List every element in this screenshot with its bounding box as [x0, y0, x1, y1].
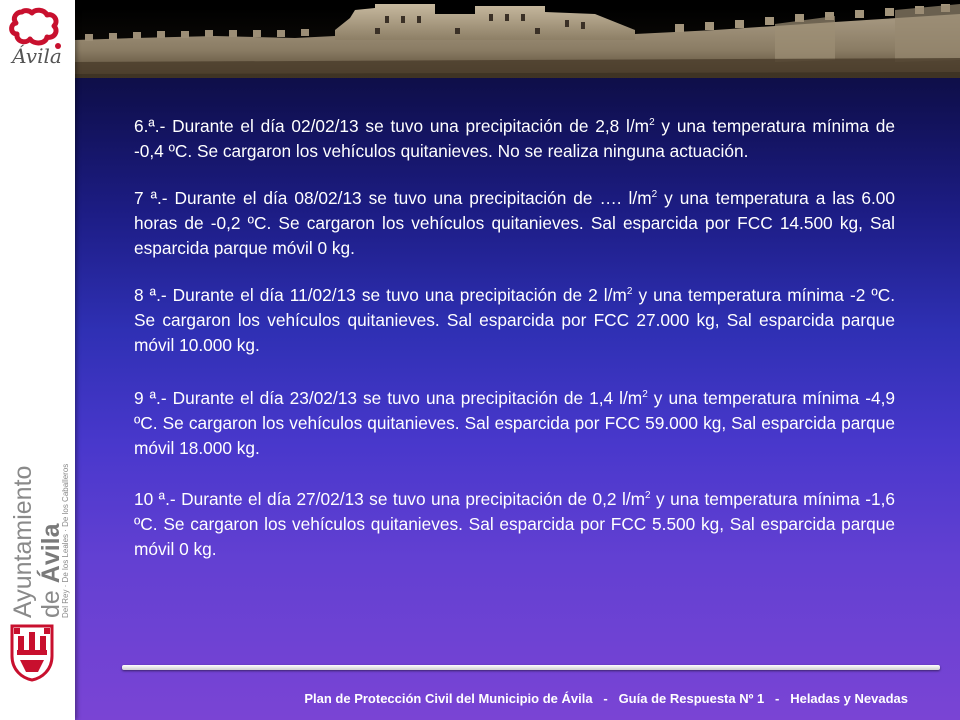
city-walls-icon — [75, 0, 960, 78]
precipitation-report — [134, 114, 895, 584]
footer-caption: Plan de Protección Civil del Municipio de Ávila - Guía de Respuesta Nº 1 - Heladas y Nevadas — [304, 691, 908, 706]
report-paragraph-9: 9 ª.- Durante el día 23/02/13 se tuvo una precipitación de 1,4 $l/m^2$ y una temperatura mínima -4,9 ºC. Se cargaron los vehículos quitanieves. Sal esparcida por FCC 59.000 kg, Sal esparcida parque móvil 18.000 kg. — [134, 388, 895, 458]
footer-divider — [122, 665, 940, 670]
report-paragraph-7: 7 ª.- Durante el día 08/02/13 se tuvo una precipitación de …. $l/m^2$ y una temperatura a las 6.00 horas de -0,2 ºC. Se cargaron los vehículos quitanieves. Sal esparcida por FCC 14.500 kg, Sal esparcida parque móvil 0 kg. — [134, 188, 896, 258]
report-paragraph-10: 10 ª.- Durante el día 27/02/13 se tuvo una precipitación de 0,2 $l/m^2$ y una temperatura mínima -1,6 ºC. Se cargaron los vehículos quitanieves. Sal esparcida por FCC 5.500 kg, Sal esparcida parque móvil 0 kg. — [134, 489, 895, 559]
vertical-motto: Del Rey · De los Leales · De los Caballeros — [61, 463, 70, 618]
city-walls-banner — [75, 0, 960, 78]
branding-sidebar — [0, 0, 75, 720]
logo-wordmark: Ávila — [12, 44, 62, 68]
report-paragraph-8: 8 ª.- Durante el día 11/02/13 se tuvo una precipitación de 2 $l/m^2$ y una temperatura mínima -2 ºC. Se cargaron los vehículos quitanieves. Sal esparcida por FCC 27.000 kg, Sal esparcida parque móvil 10.000 kg. — [134, 285, 895, 355]
report-paragraph-6: 6.ª.- Durante el día 02/02/13 se tuvo una precipitación de 2,8 $l/m^2$ y una temperatura mínima de -0,4 ºC. Se cargaron los vehículos quitanieves. No se realiza ninguna actuación. — [134, 116, 895, 161]
coat-of-arms-icon — [8, 622, 56, 682]
vertical-title-line2: de Ávila — [37, 523, 65, 618]
vertical-title-line1: Ayuntamiento — [9, 465, 37, 618]
ayuntamiento-vertical-logo — [3, 440, 73, 618]
